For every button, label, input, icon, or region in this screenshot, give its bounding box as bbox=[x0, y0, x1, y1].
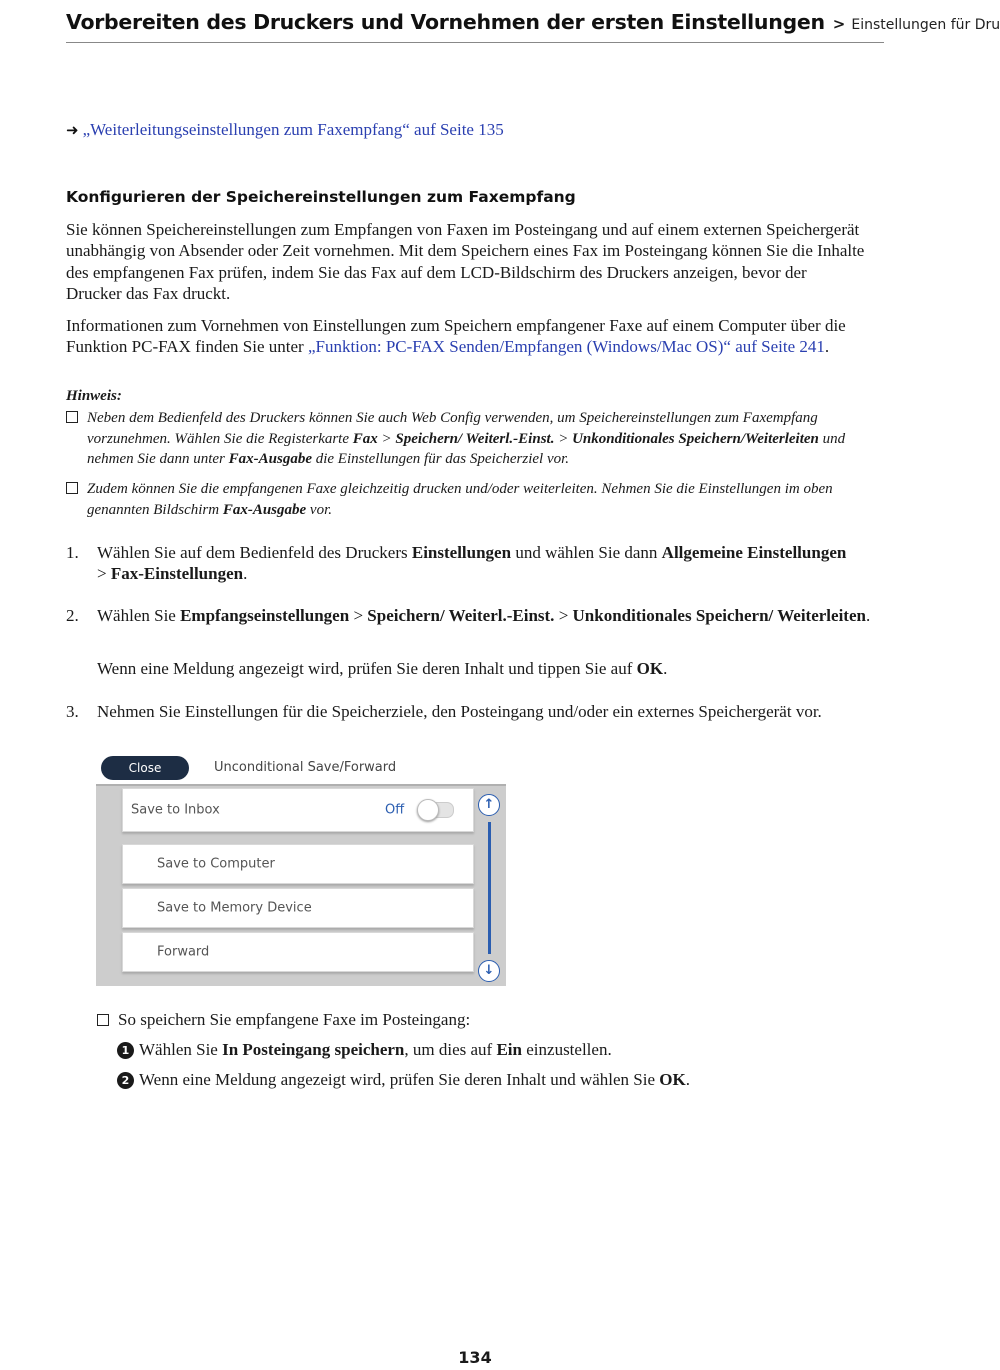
forward-label: Forward bbox=[157, 944, 210, 960]
printer-panel-screenshot bbox=[96, 748, 506, 984]
save-to-inbox-row[interactable] bbox=[122, 788, 474, 832]
save-to-memory-device-label: Save to Memory Device bbox=[157, 900, 312, 916]
inbox-substep-1: 1 Wählen Sie In Posteingang speichern, um dies auf Ein einzustellen. bbox=[117, 1040, 612, 1060]
step-text: Wählen Sie Empfangseinstellungen > Speichern/ Weiterl.-Einst. > Unkonditionales Speichern/ Weiterleiten. bbox=[97, 606, 871, 625]
inbox-bullet bbox=[97, 1010, 470, 1030]
circled-number-icon: 2 bbox=[117, 1072, 134, 1089]
checkbox-bullet-icon bbox=[66, 482, 78, 494]
section-heading: Konfigurieren der Speichereinstellungen zum Faxempfang bbox=[66, 188, 576, 206]
header-separator: > bbox=[832, 15, 846, 33]
toggle-knob bbox=[417, 799, 439, 821]
step-3 bbox=[66, 701, 876, 722]
save-to-inbox-label: Save to Inbox bbox=[131, 802, 220, 818]
paragraph-intro: Sie können Speichereinstellungen zum Empfangen von Faxen im Posteingang und auf einem externen Speichergerät unabhängig von Absender oder Zeit vornehmen. Mit dem Speichern eines Fax im Posteingang können Sie die Inhalte des empfangenen Fax prüfen, indem Sie das Fax auf dem LCD-Bildschirm des Druckers anzeigen, bevor der Drucker das Fax druckt. bbox=[66, 220, 865, 303]
inbox-state-label: Off bbox=[385, 802, 405, 818]
arrow-down-icon[interactable]: ↓ bbox=[478, 960, 500, 982]
checkbox-bullet-icon bbox=[97, 1014, 109, 1026]
header-title: Vorbereiten des Druckers und Vornehmen der ersten Einstellungen bbox=[66, 10, 825, 34]
note-heading: Hinweis: bbox=[66, 388, 122, 404]
step-text: Wählen Sie auf dem Bedienfeld des Druckers Einstellungen und wählen Sie dann Allgemeine Einstellungen > Fax-Einstellungen. bbox=[97, 543, 847, 584]
note-item-text: Zudem können Sie die empfangenen Faxe gleichzeitig drucken und/oder weiterleiten. Nehmen Sie die Einstellungen im oben genannten Bildschirm Fax-Ausgabe vor. bbox=[87, 481, 833, 518]
scroll-track[interactable] bbox=[488, 822, 491, 954]
pcfax-link[interactable]: „Funktion: PC-FAX Senden/Empfangen (Windows/Mac OS)“ auf Seite 241 bbox=[307, 337, 825, 357]
save-to-computer-label: Save to Computer bbox=[157, 856, 275, 872]
panel-title-bar bbox=[96, 748, 506, 784]
reference-link-row bbox=[66, 120, 504, 140]
panel-list bbox=[96, 784, 506, 986]
scrollbar[interactable] bbox=[478, 794, 502, 982]
paragraph-pcfax-text: Informationen zum Vornehmen von Einstellungen zum Speichern empfangener Faxe auf einem Computer über die Funktion PC-FAX finden Sie unter bbox=[66, 316, 846, 357]
paragraph-pcfax bbox=[66, 315, 866, 358]
close-button[interactable]: Close bbox=[101, 756, 189, 780]
page-header bbox=[66, 10, 1000, 43]
save-to-inbox-toggle[interactable] bbox=[418, 802, 454, 818]
circled-number-icon: 1 bbox=[117, 1042, 134, 1059]
arrow-right-icon: ➜ bbox=[66, 121, 79, 139]
header-subtitle: Einstellungen für Dru bbox=[851, 17, 1000, 33]
step-2 bbox=[66, 605, 876, 626]
step-text: Nehmen Sie Einstellungen für die Speicherziele, den Posteingang und/oder ein externes Speichergerät vor. bbox=[97, 702, 822, 721]
save-to-computer-row[interactable] bbox=[122, 844, 474, 884]
inbox-substep-2: 2 Wenn eine Meldung angezeigt wird, prüfen Sie deren Inhalt und wählen Sie OK. bbox=[117, 1070, 690, 1090]
step-number: 2. bbox=[66, 606, 79, 625]
checkbox-bullet-icon bbox=[66, 411, 78, 423]
step-1 bbox=[66, 542, 876, 585]
note-item bbox=[66, 479, 876, 520]
page-number: 134 bbox=[458, 1348, 492, 1367]
forward-row[interactable] bbox=[122, 932, 474, 972]
panel-title: Unconditional Save/Forward bbox=[214, 760, 397, 775]
arrow-up-icon[interactable]: ↑ bbox=[478, 794, 500, 816]
reference-link[interactable]: „Weiterleitungseinstellungen zum Faxempfang“ auf Seite 135 bbox=[82, 120, 504, 139]
step-2-note: Wenn eine Meldung angezeigt wird, prüfen Sie deren Inhalt und tippen Sie auf OK. bbox=[97, 659, 668, 678]
paragraph-pcfax-end: . bbox=[824, 337, 830, 357]
step-number: 3. bbox=[66, 702, 79, 721]
note-item bbox=[66, 408, 876, 470]
save-to-memory-device-row[interactable] bbox=[122, 888, 474, 928]
note-item-text: Neben dem Bedienfeld des Druckers können Sie auch Web Config verwenden, um Speichereinstellungen zum Faxempfang vorzunehmen. Wählen Sie die Registerkarte Fax > Speichern/ Weiterl.-Einst. > Unkonditionales Speichern/Weiterleiten und nehmen Sie dann unter Fax-Ausgabe die Einstellungen für das Speicherziel vor. bbox=[87, 410, 846, 467]
inbox-bullet-text: So speichern Sie empfangene Faxe im Posteingang: bbox=[118, 1010, 471, 1029]
step-number: 1. bbox=[66, 543, 79, 562]
